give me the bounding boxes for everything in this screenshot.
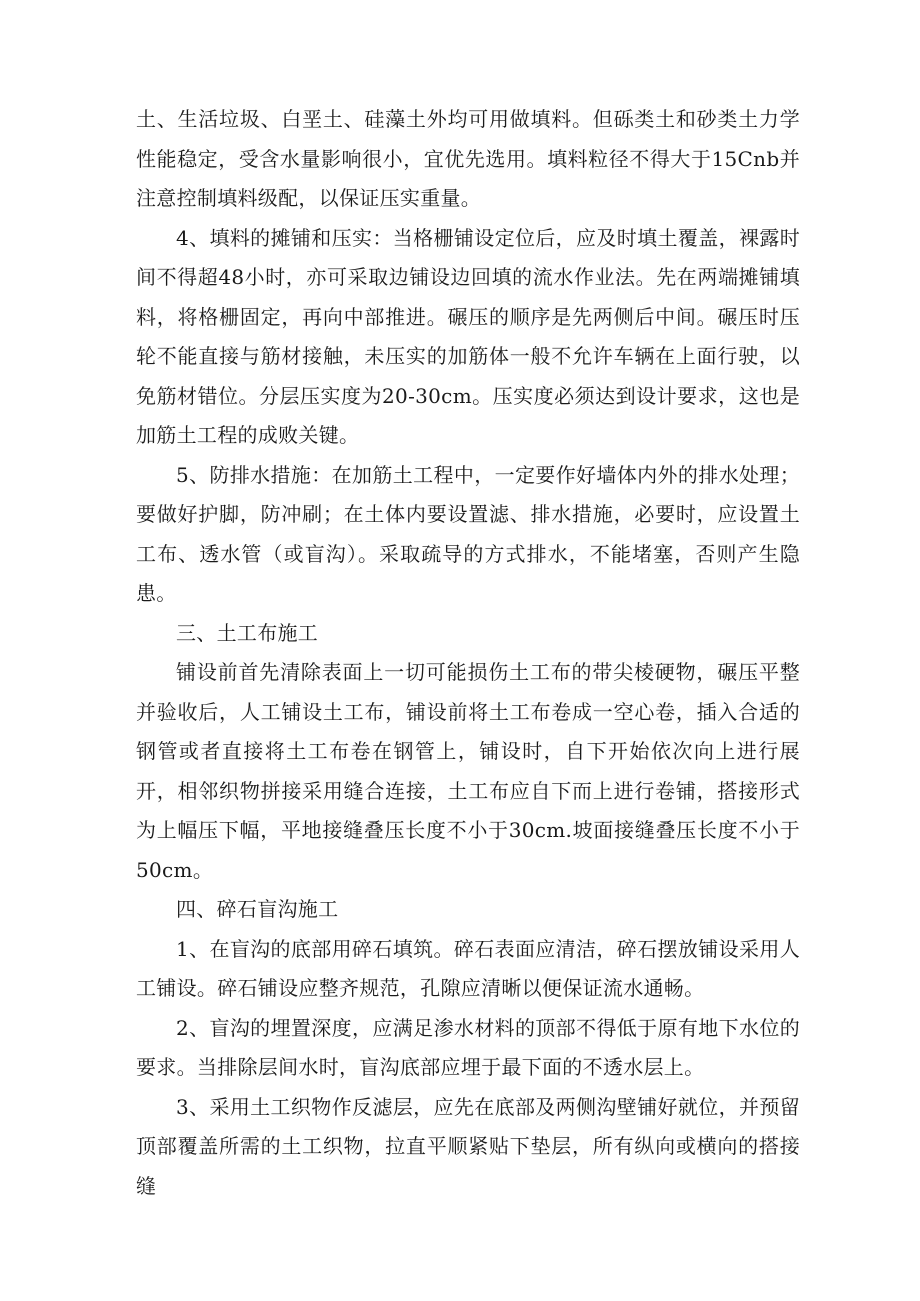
paragraph-geotextile-laying: 铺设前首先清除表面上一切可能损伤土工布的带尖棱硬物，碾压平整并验收后，人工铺设土工布，铺设前将土工布卷成一空心卷，插入合适的钢管或者直接将土工布卷在钢管上，铺设时，自下开始依次向上进行展开，相邻织物拼接采用缝合连接，土工布应自下而上进行卷铺，搭接形式为上幅压下幅，平地接缝叠压长度不小于30cm.坡面接缝叠压长度不小于50cm。	[136, 660, 800, 882]
paragraph-fill-materials: 土、生活垃圾、白垩土、硅藻土外均可用做填料。但砾类土和砂类土力学性能稳定，受含水量影响很小，宜优先选用。填料粒径不得大于15Cnb并注意控制填料级配，以保证压实重量。	[136, 107, 800, 210]
section-heading-gravel-drain: 四、碎石盲沟施工	[176, 897, 339, 921]
paragraph-burial-depth: 2、盲沟的埋置深度，应满足渗水材料的顶部不得低于原有地下水位的要求。当排除层间水时，盲沟底部应埋于最下面的不透水层上。	[136, 1015, 800, 1079]
paragraph-filter-layer: 3、采用土工织物作反滤层，应先在底部及两侧沟壁铺好就位，并预留顶部覆盖所需的土工织物，拉直平顺紧贴下垫层，所有纵向或横向的搭接缝	[136, 1094, 800, 1198]
document-body	[136, 100, 800, 1206]
paragraph-drainage-measures: 5、防排水措施：在加筋土工程中，一定要作好墙体内外的排水处理；要做好护脚，防冲刷；在土体内要设置滤、排水措施，必要时，应设置土工布、透水管（或盲沟）。采取疏导的方式排水，不能堵塞，否则产生隐患。	[136, 462, 800, 605]
paragraph-spreading-compaction: 4、填料的摊铺和压实：当格栅铺设定位后，应及时填土覆盖，裸露时间不得超48小时，亦可采取边铺设边回填的流水作业法。先在两端摊铺填料，将格栅固定，再向中部推进。碾压的顺序是先两侧后中间。碾压时压轮不能直接与筋材接触，未压实的加筋体一般不允许车辆在上面行驶，以免筋材错位。分层压实度为20-30cm。压实度必须达到设计要求，这也是加筋土工程的成败关键。	[136, 225, 800, 447]
section-heading-geotextile: 三、土工布施工	[176, 620, 319, 645]
paragraph-gravel-filling: 1、在盲沟的底部用碎石填筑。碎石表面应清洁，碎石摆放铺设采用人工铺设。碎石铺设应整齐规范，孔隙应清晰以便保证流水通畅。	[136, 936, 800, 1000]
